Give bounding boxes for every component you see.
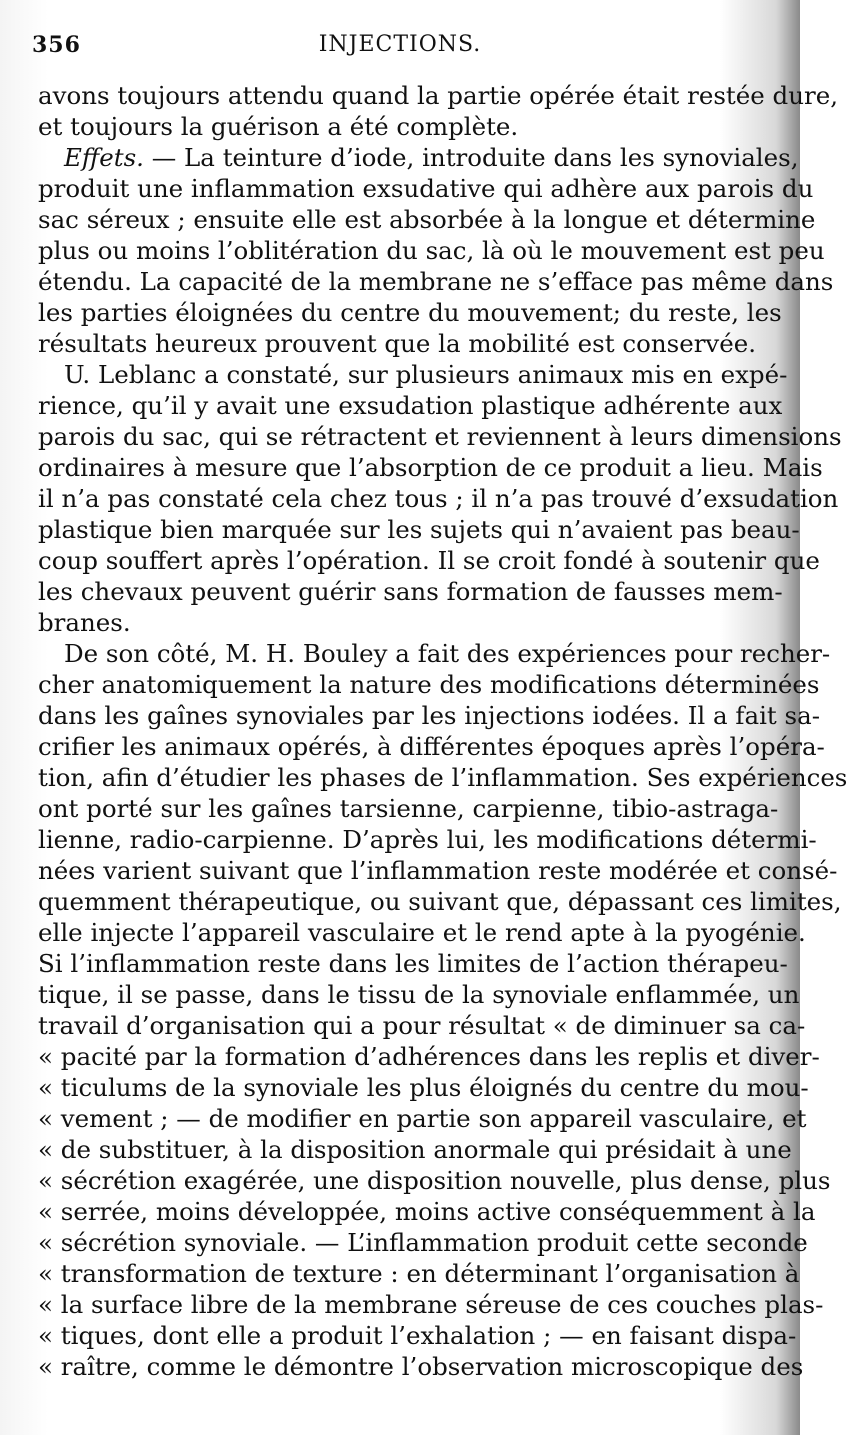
text-line xyxy=(38,793,779,824)
text-line xyxy=(38,514,800,545)
text-line xyxy=(38,1072,809,1103)
text-line xyxy=(38,1010,806,1041)
text-line xyxy=(38,948,788,979)
text-line xyxy=(38,700,821,731)
line-text: les parties éloignées du centre du mouvement; du reste, les xyxy=(38,298,782,327)
line-text: plus ou moins l’oblitération du sac, là où le mouvement est peu xyxy=(38,236,825,265)
text-line xyxy=(38,297,782,328)
line-text: nées varient suivant que l’inflammation reste modérée et consé- xyxy=(38,856,838,885)
text-line xyxy=(38,421,842,452)
line-text: les chevaux peuvent guérir sans formation de fausses mem- xyxy=(38,577,783,606)
text-line xyxy=(38,328,760,359)
line-text: elle injecte l’appareil vasculaire et le rend apte à la pyogénie. xyxy=(38,918,806,947)
body-text xyxy=(38,80,847,1382)
text-line xyxy=(38,1134,792,1165)
line-text: lienne, radio-carpienne. D’après lui, les modifications détermi- xyxy=(38,825,817,854)
line-text: U. Leblanc a constaté, sur plusieurs animaux mis en expé- xyxy=(64,360,788,389)
line-text: rience, qu’il y avait une exsudation plastique adhérente aux xyxy=(38,391,783,420)
text-line xyxy=(38,173,814,204)
running-title: INJECTIONS. xyxy=(318,32,482,57)
line-text: « vement ; — de modifier en partie son appareil vasculaire, et xyxy=(38,1104,807,1133)
line-text: coup souffert après l’opération. Il se croit fondé à soutenir que xyxy=(38,546,820,575)
line-text: « serrée, moins développée, moins active conséquemment à la xyxy=(38,1197,816,1226)
text-line xyxy=(38,979,800,1010)
line-text: cher anatomiquement la nature des modifications déterminées xyxy=(38,670,820,699)
text-line xyxy=(38,452,823,483)
line-text: crifier les animaux opérés, à différentes époques après l’opéra- xyxy=(38,732,825,761)
text-line xyxy=(38,1196,816,1227)
text-line xyxy=(38,762,847,793)
line-text: résultats heureux prouvent que la mobilité est conservée. xyxy=(38,329,757,358)
text-line xyxy=(38,1227,808,1258)
line-text: avons toujours attendu quand la partie opérée était restée dure, xyxy=(38,81,838,110)
line-text: sac séreux ; ensuite elle est absorbée à la longue et détermine xyxy=(38,205,816,234)
text-line xyxy=(38,917,806,948)
line-text: étendu. La capacité de la membrane ne s’efface pas même dans xyxy=(38,267,834,296)
text-line xyxy=(38,731,825,762)
line-text: branes. xyxy=(38,608,131,637)
line-text: tion, afin d’étudier les phases de l’inflammation. Ses expériences xyxy=(38,763,847,792)
line-text: « transformation de texture : en déterminant l’organisation à xyxy=(38,1259,800,1288)
page-number: 356 xyxy=(32,32,81,58)
line-text: produit une inflammation exsudative qui adhère aux parois du xyxy=(38,174,814,203)
text-line xyxy=(38,1041,820,1072)
text-line xyxy=(38,1351,804,1382)
text-line xyxy=(38,1289,824,1320)
text-line xyxy=(38,80,838,111)
line-text: « sécrétion synoviale. — L’inflammation produit cette seconde xyxy=(38,1228,808,1257)
text-line xyxy=(38,1165,831,1196)
text-line xyxy=(38,824,817,855)
line-text: « sécrétion exagérée, une disposition nouvelle, plus dense, plus xyxy=(38,1166,831,1195)
text-line xyxy=(38,669,820,700)
text-line xyxy=(38,1320,797,1351)
text-line xyxy=(38,576,783,607)
line-text: « la surface libre de la membrane séreuse de ces couches plas- xyxy=(38,1290,824,1319)
line-text: — La teinture d’iode, introduite dans les synoviales, xyxy=(143,143,799,172)
text-line xyxy=(38,545,820,576)
line-text: ont porté sur les gaînes tarsienne, carpienne, tibio-astraga- xyxy=(38,794,779,823)
line-text: De son côté, M. H. Bouley a fait des expériences pour recher- xyxy=(64,639,831,668)
line-text: « tiques, dont elle a produit l’exhalation ; — en faisant dispa- xyxy=(38,1321,797,1350)
line-text: il n’a pas constaté cela chez tous ; il n’a pas trouvé d’exsudation xyxy=(38,484,839,513)
line-text: quemment thérapeutique, ou suivant que, dépassant ces limites, xyxy=(38,887,842,916)
text-line xyxy=(38,235,825,266)
text-line xyxy=(38,390,783,421)
line-text: Si l’inflammation reste dans les limites de l’action thérapeu- xyxy=(38,949,788,978)
line-text: plastique bien marquée sur les sujets qui n’avaient pas beau- xyxy=(38,515,800,544)
line-text: « de substituer, à la disposition anormale qui présidait à une xyxy=(38,1135,792,1164)
text-line xyxy=(38,142,799,173)
line-text: « pacité par la formation d’adhérences dans les replis et diver- xyxy=(38,1042,820,1071)
line-text: tique, il se passe, dans le tissu de la synoviale enflammée, un xyxy=(38,980,800,1009)
text-line xyxy=(38,483,839,514)
text-line xyxy=(38,638,831,669)
text-line xyxy=(38,266,834,297)
text-line xyxy=(38,1258,800,1289)
section-lead: Effets. xyxy=(64,143,144,172)
line-text: parois du sac, qui se rétractent et reviennent à leurs dimensions xyxy=(38,422,842,451)
line-text: dans les gaînes synoviales par les injections iodées. Il a fait sa- xyxy=(38,701,821,730)
text-line xyxy=(38,111,760,142)
text-line xyxy=(38,1103,807,1134)
line-text: « raître, comme le démontre l’observation microscopique des xyxy=(38,1352,804,1381)
text-line xyxy=(38,855,838,886)
line-text: « ticulums de la synoviale les plus éloignés du centre du mou- xyxy=(38,1073,809,1102)
text-line xyxy=(38,359,788,390)
line-text: travail d’organisation qui a pour résultat « de diminuer sa ca- xyxy=(38,1011,806,1040)
page-header xyxy=(0,32,800,68)
line-text: ordinaires à mesure que l’absorption de ce produit a lieu. Mais xyxy=(38,453,823,482)
text-line xyxy=(38,607,760,638)
text-line xyxy=(38,204,816,235)
text-line xyxy=(38,886,842,917)
line-text: et toujours la guérison a été complète. xyxy=(38,112,519,141)
